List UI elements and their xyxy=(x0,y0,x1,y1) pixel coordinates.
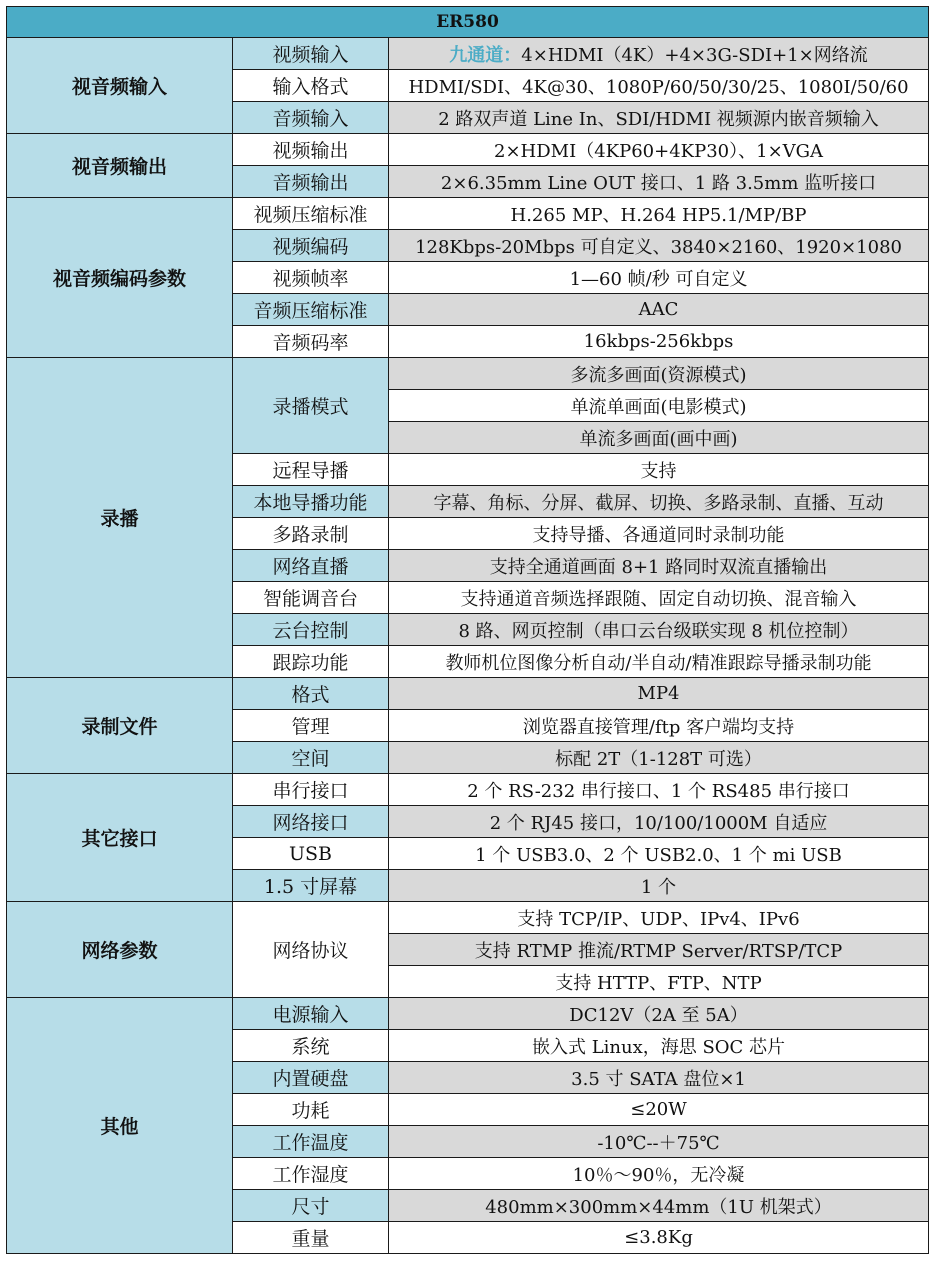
row-value: 支持 HTTP、FTP、NTP xyxy=(389,966,929,998)
row-value: -10℃--＋75℃ xyxy=(389,1126,929,1158)
row-value: DC12V（2A 至 5A） xyxy=(389,998,929,1030)
row-value: 单流多画面(画中画) xyxy=(389,422,929,454)
table-row xyxy=(7,358,929,390)
category-label: 其它接口 xyxy=(7,774,233,902)
row-label: 多路录制 xyxy=(233,518,389,550)
row-value: 浏览器直接管理/ftp 客户端均支持 xyxy=(389,710,929,742)
table-row xyxy=(7,38,929,70)
table-row xyxy=(7,774,929,806)
row-label: 尺寸 xyxy=(233,1190,389,1222)
row-label: 远程导播 xyxy=(233,454,389,486)
row-label: 跟踪功能 xyxy=(233,646,389,678)
row-label: 重量 xyxy=(233,1222,389,1254)
category-label: 录制文件 xyxy=(7,678,233,774)
row-label: 云台控制 xyxy=(233,614,389,646)
row-value: H.265 MP、H.264 HP5.1/MP/BP xyxy=(389,198,929,230)
table-title: ER580 xyxy=(7,7,929,38)
table-row xyxy=(7,998,929,1030)
row-value: 2 个 RS-232 串行接口、1 个 RS485 串行接口 xyxy=(389,774,929,806)
table-row xyxy=(7,198,929,230)
row-value: 嵌入式 Linux，海思 SOC 芯片 xyxy=(389,1030,929,1062)
row-value: 16kbps-256kbps xyxy=(389,326,929,358)
row-value: 支持 TCP/IP、UDP、IPv4、IPv6 xyxy=(389,902,929,934)
row-label: 视频压缩标准 xyxy=(233,198,389,230)
row-label: 音频输入 xyxy=(233,102,389,134)
row-label: 视频帧率 xyxy=(233,262,389,294)
table-row xyxy=(7,134,929,166)
row-label: 工作湿度 xyxy=(233,1158,389,1190)
category-label: 录播 xyxy=(7,358,233,678)
row-label: 本地导播功能 xyxy=(233,486,389,518)
row-value xyxy=(389,38,929,70)
row-label: 网络协议 xyxy=(233,902,389,998)
category-label: 视音频输入 xyxy=(7,38,233,134)
table-row xyxy=(7,902,929,934)
row-label: 工作温度 xyxy=(233,1126,389,1158)
row-value: 2 路双声道 Line In、SDI/HDMI 视频源内嵌音频输入 xyxy=(389,102,929,134)
row-value: 字幕、角标、分屏、截屏、切换、多路录制、直播、互动 xyxy=(389,486,929,518)
row-value: ≤3.8Kg xyxy=(389,1222,929,1254)
row-label: 电源输入 xyxy=(233,998,389,1030)
row-value: 2×6.35mm Line OUT 接口、1 路 3.5mm 监听接口 xyxy=(389,166,929,198)
row-label: 网络直播 xyxy=(233,550,389,582)
row-value: ≤20W xyxy=(389,1094,929,1126)
row-value: 标配 2T（1-128T 可选） xyxy=(389,742,929,774)
row-label: 智能调音台 xyxy=(233,582,389,614)
row-label: 功耗 xyxy=(233,1094,389,1126)
row-value: 480mm×300mm×44mm（1U 机架式） xyxy=(389,1190,929,1222)
table-row xyxy=(7,678,929,710)
row-label: 音频码率 xyxy=(233,326,389,358)
row-value: 10％～90％，无冷凝 xyxy=(389,1158,929,1190)
row-label: 网络接口 xyxy=(233,806,389,838)
highlight-text: 九通道： xyxy=(449,44,522,66)
row-label: 视频输出 xyxy=(233,134,389,166)
row-value: 2×HDMI（4KP60+4KP30）、1×VGA xyxy=(389,134,929,166)
row-label: USB xyxy=(233,838,389,870)
row-label: 系统 xyxy=(233,1030,389,1062)
category-label: 网络参数 xyxy=(7,902,233,998)
row-value: 1 个 USB3.0、2 个 USB2.0、1 个 mi USB xyxy=(389,838,929,870)
row-value: 支持全通道画面 8+1 路同时双流直播输出 xyxy=(389,550,929,582)
row-value: 2 个 RJ45 接口，10/100/1000M 自适应 xyxy=(389,806,929,838)
row-value: 1 个 xyxy=(389,870,929,902)
row-value: 单流单画面(电影模式) xyxy=(389,390,929,422)
row-label: 音频输出 xyxy=(233,166,389,198)
row-label: 1.5 寸屏幕 xyxy=(233,870,389,902)
category-label: 视音频输出 xyxy=(7,134,233,198)
row-label: 空间 xyxy=(233,742,389,774)
row-value: 3.5 寸 SATA 盘位×1 xyxy=(389,1062,929,1094)
row-value: 支持 xyxy=(389,454,929,486)
spec-table xyxy=(6,6,929,1254)
row-value: MP4 xyxy=(389,678,929,710)
row-label: 格式 xyxy=(233,678,389,710)
row-value: HDMI/SDI、4K@30、1080P/60/50/30/25、1080I/50/60 xyxy=(389,70,929,102)
row-label: 管理 xyxy=(233,710,389,742)
row-label: 输入格式 xyxy=(233,70,389,102)
title-row xyxy=(7,7,929,38)
row-value: 8 路、网页控制（串口云台级联实现 8 机位控制） xyxy=(389,614,929,646)
value-text: 4×HDMI（4K）+4×3G-SDI+1×网络流 xyxy=(521,44,868,66)
row-value: 1—60 帧/秒 可自定义 xyxy=(389,262,929,294)
category-label: 视音频编码参数 xyxy=(7,198,233,358)
row-value: 教师机位图像分析自动/半自动/精准跟踪导播录制功能 xyxy=(389,646,929,678)
row-label: 内置硬盘 xyxy=(233,1062,389,1094)
row-label: 视频编码 xyxy=(233,230,389,262)
row-value: AAC xyxy=(389,294,929,326)
row-value: 支持导播、各通道同时录制功能 xyxy=(389,518,929,550)
row-value: 128Kbps-20Mbps 可自定义、3840×2160、1920×1080 xyxy=(389,230,929,262)
row-label: 录播模式 xyxy=(233,358,389,454)
row-value: 支持 RTMP 推流/RTMP Server/RTSP/TCP xyxy=(389,934,929,966)
row-label: 音频压缩标准 xyxy=(233,294,389,326)
row-value: 多流多画面(资源模式) xyxy=(389,358,929,390)
row-label: 视频输入 xyxy=(233,38,389,70)
row-value: 支持通道音频选择跟随、固定自动切换、混音输入 xyxy=(389,582,929,614)
row-label: 串行接口 xyxy=(233,774,389,806)
category-label: 其他 xyxy=(7,998,233,1254)
